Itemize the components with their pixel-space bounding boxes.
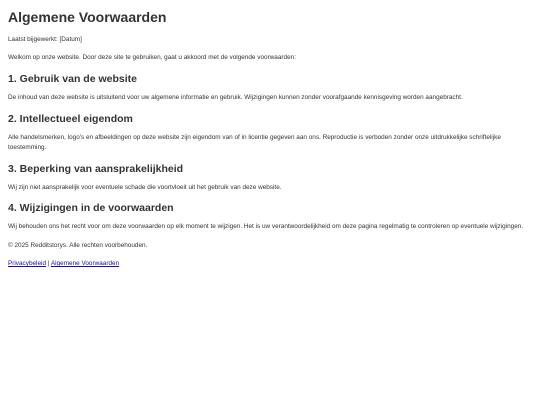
copyright-text: © 2025 Redditstorys. Alle rechten voorbehouden.	[8, 241, 148, 249]
section-body-usage: De inhoud van deze website is uitsluitend voor uw algemene informatie en gebruik. Wijzigingen kunnen zonder voorafgaande kennisgeving worden aangebracht.	[8, 94, 463, 101]
section-body-liability: Wij zijn niet aansprakelijk voor eventuele schade die voortvloeit uit het gebruik van deze website.	[8, 183, 282, 191]
section-body-intellectual-property: Alle handelsmerken, logo's en afbeeldingen op deze website zijn eigendom van of in licentie gegeven aan ons. Reproductie is verboden zonder onze uitdrukkelijke schriftelijke toestemming.	[8, 133, 501, 151]
section-heading-usage: 1. Gebruik van de website	[8, 73, 137, 85]
section-heading-changes: 4. Wijzigingen in de voorwaarden	[8, 202, 174, 214]
footer-links	[8, 259, 532, 269]
section-body-changes: Wij behouden ons het recht voor om deze voorwaarden op elk moment te wijzigen. Het is uw verantwoordelijkheid om deze pagina regelmatig te controleren op eventuele wijzigingen.	[8, 223, 524, 230]
last-updated-text: Laatst bijgewerkt: [Datum]	[8, 36, 82, 43]
intro-text: Welkom op onze website. Door deze site te gebruiken, gaat u akkoord met de volgende voorwaarden:	[8, 53, 296, 61]
section-heading-liability: 3. Beperking van aansprakelijkheid	[8, 162, 184, 175]
privacy-policy-link[interactable]: Privacybeleid	[8, 260, 47, 267]
link-separator: |	[47, 260, 50, 267]
page-title: Algemene Voorwaarden	[8, 9, 167, 25]
terms-link[interactable]: Algemene Voorwaarden	[50, 260, 120, 267]
section-heading-intellectual-property: 2. Intellectueel eigendom	[8, 112, 133, 125]
